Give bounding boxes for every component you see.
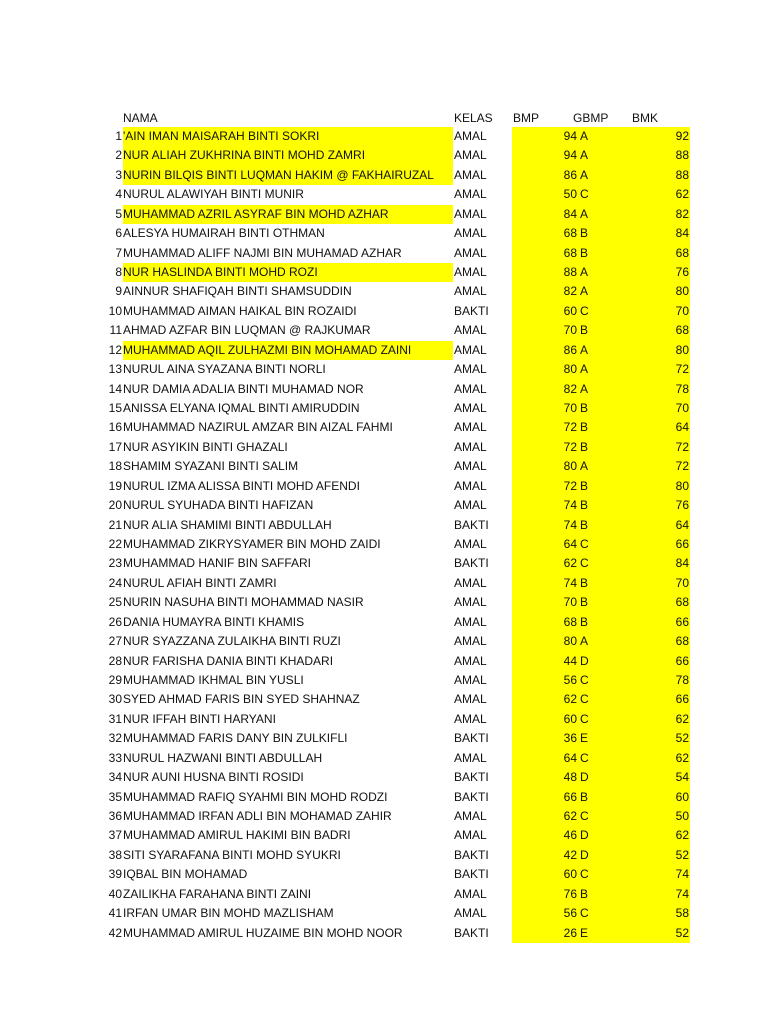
gbmp-grade-cell[interactable]: B bbox=[580, 245, 589, 260]
kelas-cell[interactable]: AMAL bbox=[454, 323, 487, 338]
kelas-cell[interactable]: BAKTI bbox=[454, 789, 489, 804]
table-row[interactable] bbox=[0, 496, 768, 515]
bmp-score-cell[interactable]: 66 bbox=[563, 789, 577, 804]
student-name-cell[interactable]: NURUL HAZWANI BINTI ABDULLAH bbox=[123, 750, 323, 765]
gbmp-grade-cell[interactable]: B bbox=[580, 575, 589, 590]
kelas-cell[interactable]: AMAL bbox=[454, 906, 487, 921]
kelas-cell[interactable]: AMAL bbox=[454, 750, 487, 765]
row-number[interactable]: 37 bbox=[108, 828, 122, 843]
kelas-cell[interactable]: BAKTI bbox=[454, 517, 489, 532]
bmp-score-cell[interactable]: 60 bbox=[563, 303, 577, 318]
gbmp-grade-cell[interactable]: A bbox=[580, 381, 589, 396]
bmk-score-cell[interactable]: 68 bbox=[675, 595, 689, 610]
row-number[interactable]: 2 bbox=[115, 148, 122, 163]
gbmp-grade-cell[interactable]: C bbox=[580, 809, 589, 824]
kelas-cell[interactable]: AMAL bbox=[454, 614, 487, 629]
header-kelas[interactable]: KELAS bbox=[454, 111, 493, 125]
table-row[interactable] bbox=[0, 652, 768, 671]
bmk-score-cell[interactable]: 72 bbox=[675, 459, 689, 474]
row-number[interactable]: 21 bbox=[108, 517, 122, 532]
table-row[interactable] bbox=[0, 146, 768, 165]
kelas-cell[interactable]: AMAL bbox=[454, 381, 487, 396]
table-row[interactable] bbox=[0, 457, 768, 476]
bmp-score-cell[interactable]: 50 bbox=[563, 187, 577, 202]
row-number[interactable]: 29 bbox=[108, 673, 122, 688]
row-number[interactable]: 5 bbox=[115, 206, 122, 221]
gbmp-grade-cell[interactable]: B bbox=[580, 420, 589, 435]
bmp-score-cell[interactable]: 76 bbox=[563, 886, 577, 901]
table-row[interactable] bbox=[0, 418, 768, 437]
kelas-cell[interactable]: AMAL bbox=[454, 478, 487, 493]
table-row[interactable] bbox=[0, 924, 768, 943]
gbmp-grade-cell[interactable]: B bbox=[580, 226, 589, 241]
row-number[interactable]: 13 bbox=[108, 362, 122, 377]
bmp-score-cell[interactable]: 64 bbox=[563, 537, 577, 552]
gbmp-grade-cell[interactable]: C bbox=[580, 537, 589, 552]
gbmp-grade-cell[interactable]: A bbox=[580, 362, 589, 377]
table-row[interactable] bbox=[0, 341, 768, 360]
table-row[interactable] bbox=[0, 807, 768, 826]
kelas-cell[interactable]: AMAL bbox=[454, 362, 487, 377]
row-number[interactable]: 6 bbox=[115, 226, 122, 241]
bmk-score-cell[interactable]: 66 bbox=[675, 692, 689, 707]
student-name-cell[interactable]: NUR ALIAH ZUKHRINA BINTI MOHD ZAMRI bbox=[123, 146, 453, 165]
gbmp-grade-cell[interactable]: A bbox=[580, 459, 589, 474]
kelas-cell[interactable]: AMAL bbox=[454, 595, 487, 610]
row-number[interactable]: 1 bbox=[115, 129, 122, 143]
bmk-score-cell[interactable]: 84 bbox=[675, 226, 689, 241]
student-name-cell[interactable]: NURUL SYUHADA BINTI HAFIZAN bbox=[123, 498, 314, 513]
gbmp-grade-cell[interactable]: A bbox=[580, 167, 589, 182]
gbmp-grade-cell[interactable]: B bbox=[580, 323, 589, 338]
row-number[interactable]: 12 bbox=[108, 342, 122, 357]
row-number[interactable]: 32 bbox=[108, 731, 122, 746]
bmk-score-cell[interactable]: 66 bbox=[675, 537, 689, 552]
bmp-score-cell[interactable]: 82 bbox=[563, 381, 577, 396]
kelas-cell[interactable]: AMAL bbox=[454, 692, 487, 707]
table-row[interactable] bbox=[0, 885, 768, 904]
student-name-cell[interactable]: SHAMIM SYAZANI BINTI SALIM bbox=[123, 459, 299, 474]
bmk-score-cell[interactable]: 78 bbox=[675, 673, 689, 688]
bmk-score-cell[interactable]: 88 bbox=[675, 148, 689, 163]
table-row[interactable] bbox=[0, 166, 768, 185]
student-name-cell[interactable]: MUHAMMAD AIMAN HAIKAL BIN ROZAIDI bbox=[123, 303, 357, 318]
bmp-score-cell[interactable]: 74 bbox=[563, 517, 577, 532]
table-row[interactable] bbox=[0, 263, 768, 282]
gbmp-grade-cell[interactable]: E bbox=[580, 731, 589, 746]
bmp-score-cell[interactable]: 36 bbox=[563, 731, 577, 746]
bmp-score-cell[interactable]: 72 bbox=[563, 439, 577, 454]
student-name-cell[interactable]: MUHAMMAD HANIF BIN SAFFARI bbox=[123, 556, 312, 571]
row-number[interactable]: 16 bbox=[108, 420, 122, 435]
bmp-score-cell[interactable]: 82 bbox=[563, 284, 577, 299]
gbmp-grade-cell[interactable]: A bbox=[580, 284, 589, 299]
gbmp-grade-cell[interactable]: C bbox=[580, 750, 589, 765]
kelas-cell[interactable]: BAKTI bbox=[454, 925, 489, 940]
gbmp-grade-cell[interactable]: E bbox=[580, 925, 589, 940]
gbmp-grade-cell[interactable]: D bbox=[580, 828, 589, 843]
bmp-score-cell[interactable]: 56 bbox=[563, 673, 577, 688]
student-name-cell[interactable]: MUHAMMAD AMIRUL HUZAIME BIN MOHD NOOR bbox=[123, 925, 403, 940]
kelas-cell[interactable]: AMAL bbox=[454, 420, 487, 435]
kelas-cell[interactable]: AMAL bbox=[454, 634, 487, 649]
row-number[interactable]: 30 bbox=[108, 692, 122, 707]
bmk-score-cell[interactable]: 76 bbox=[675, 498, 689, 513]
bmk-score-cell[interactable]: 74 bbox=[675, 886, 689, 901]
student-name-cell[interactable]: IRFAN UMAR BIN MOHD MAZLISHAM bbox=[123, 906, 334, 921]
bmk-score-cell[interactable]: 68 bbox=[675, 634, 689, 649]
bmk-score-cell[interactable]: 50 bbox=[675, 809, 689, 824]
row-number[interactable]: 24 bbox=[108, 575, 122, 590]
table-row[interactable] bbox=[0, 671, 768, 690]
row-number[interactable]: 15 bbox=[108, 401, 122, 416]
student-name-cell[interactable]: NURIN BILQIS BINTI LUQMAN HAKIM @ FAKHAIRUZAL bbox=[123, 166, 453, 185]
kelas-cell[interactable]: AMAL bbox=[454, 129, 487, 143]
bmp-score-cell[interactable]: 86 bbox=[563, 342, 577, 357]
student-name-cell[interactable]: NUR DAMIA ADALIA BINTI MUHAMAD NOR bbox=[123, 381, 364, 396]
table-row[interactable] bbox=[0, 632, 768, 651]
gbmp-grade-cell[interactable]: A bbox=[580, 148, 589, 163]
gbmp-grade-cell[interactable]: D bbox=[580, 770, 589, 785]
bmp-score-cell[interactable]: 74 bbox=[563, 498, 577, 513]
bmk-score-cell[interactable]: 60 bbox=[675, 789, 689, 804]
bmp-score-cell[interactable]: 80 bbox=[563, 459, 577, 474]
kelas-cell[interactable]: AMAL bbox=[454, 342, 487, 357]
gbmp-grade-cell[interactable]: C bbox=[580, 556, 589, 571]
bmp-score-cell[interactable]: 70 bbox=[563, 323, 577, 338]
bmp-score-cell[interactable]: 64 bbox=[563, 750, 577, 765]
gbmp-grade-cell[interactable]: A bbox=[580, 265, 589, 279]
student-name-cell[interactable]: NUR FARISHA DANIA BINTI KHADARI bbox=[123, 653, 334, 668]
kelas-cell[interactable]: AMAL bbox=[454, 809, 487, 824]
student-name-cell[interactable]: NUR AUNI HUSNA BINTI ROSIDI bbox=[123, 770, 304, 785]
student-name-cell[interactable]: ANISSA ELYANA IQMAL BINTI AMIRUDDIN bbox=[123, 401, 360, 416]
student-name-cell[interactable]: MUHAMMAD ZIKRYSYAMER BIN MOHD ZAIDI bbox=[123, 537, 381, 552]
gbmp-grade-cell[interactable]: B bbox=[580, 886, 589, 901]
student-name-cell[interactable]: MUHAMMAD FARIS DANY BIN ZULKIFLI bbox=[123, 731, 348, 746]
gbmp-grade-cell[interactable]: B bbox=[580, 439, 589, 454]
gbmp-grade-cell[interactable]: A bbox=[580, 129, 589, 143]
row-number[interactable]: 14 bbox=[108, 381, 122, 396]
bmk-score-cell[interactable]: 58 bbox=[675, 906, 689, 921]
bmk-score-cell[interactable]: 64 bbox=[675, 420, 689, 435]
bmp-score-cell[interactable]: 68 bbox=[563, 226, 577, 241]
student-name-cell[interactable]: MUHAMMAD RAFIQ SYAHMI BIN MOHD RODZI bbox=[123, 789, 388, 804]
row-number[interactable]: 17 bbox=[108, 439, 122, 454]
bmk-score-cell[interactable]: 72 bbox=[675, 362, 689, 377]
bmk-score-cell[interactable]: 78 bbox=[675, 381, 689, 396]
bmp-score-cell[interactable]: 94 bbox=[563, 148, 577, 163]
table-row[interactable] bbox=[0, 865, 768, 884]
bmk-score-cell[interactable]: 62 bbox=[675, 828, 689, 843]
bmp-score-cell[interactable]: 70 bbox=[563, 595, 577, 610]
row-number[interactable]: 26 bbox=[108, 614, 122, 629]
row-number[interactable]: 39 bbox=[108, 867, 122, 882]
gbmp-grade-cell[interactable]: A bbox=[580, 634, 589, 649]
bmp-score-cell[interactable]: 80 bbox=[563, 362, 577, 377]
gbmp-grade-cell[interactable]: B bbox=[580, 614, 589, 629]
bmk-score-cell[interactable]: 70 bbox=[675, 401, 689, 416]
bmp-score-cell[interactable]: 86 bbox=[563, 167, 577, 182]
header-nama[interactable]: NAMA bbox=[123, 111, 158, 125]
kelas-cell[interactable]: BAKTI bbox=[454, 303, 489, 318]
table-row[interactable] bbox=[0, 690, 768, 709]
student-name-cell[interactable]: NURUL ALAWIYAH BINTI MUNIR bbox=[123, 187, 304, 202]
bmp-score-cell[interactable]: 68 bbox=[563, 245, 577, 260]
kelas-cell[interactable]: BAKTI bbox=[454, 867, 489, 882]
row-number[interactable]: 3 bbox=[115, 167, 122, 182]
row-number[interactable]: 27 bbox=[108, 634, 122, 649]
bmp-score-cell[interactable]: 60 bbox=[563, 867, 577, 882]
row-number[interactable]: 36 bbox=[108, 809, 122, 824]
bmk-score-cell[interactable]: 62 bbox=[675, 750, 689, 765]
bmk-score-cell[interactable]: 68 bbox=[675, 323, 689, 338]
row-number[interactable]: 7 bbox=[115, 245, 122, 260]
table-row[interactable] bbox=[0, 477, 768, 496]
table-row[interactable] bbox=[0, 710, 768, 729]
table-row[interactable] bbox=[0, 282, 768, 301]
header-bmk[interactable]: BMK bbox=[632, 111, 659, 125]
gbmp-grade-cell[interactable]: C bbox=[580, 906, 589, 921]
row-number[interactable]: 34 bbox=[108, 770, 122, 785]
row-number[interactable]: 4 bbox=[115, 187, 122, 202]
row-number[interactable]: 20 bbox=[108, 498, 122, 513]
bmp-score-cell[interactable]: 26 bbox=[563, 925, 577, 940]
kelas-cell[interactable]: AMAL bbox=[454, 265, 487, 279]
student-name-cell[interactable]: MUHAMMAD IKHMAL BIN YUSLI bbox=[123, 673, 304, 688]
student-name-cell[interactable]: AHMAD AZFAR BIN LUQMAN @ RAJKUMAR bbox=[123, 323, 371, 338]
bmk-score-cell[interactable]: 62 bbox=[675, 711, 689, 726]
gbmp-grade-cell[interactable]: B bbox=[580, 498, 589, 513]
bmp-score-cell[interactable]: 60 bbox=[563, 711, 577, 726]
bmk-score-cell[interactable]: 52 bbox=[675, 847, 689, 862]
bmk-score-cell[interactable]: 72 bbox=[675, 439, 689, 454]
student-name-cell[interactable]: SITI SYARAFANA BINTI MOHD SYUKRI bbox=[123, 847, 341, 862]
kelas-cell[interactable]: AMAL bbox=[454, 245, 487, 260]
student-name-cell[interactable]: NURUL AFIAH BINTI ZAMRI bbox=[123, 575, 277, 590]
kelas-cell[interactable]: AMAL bbox=[454, 711, 487, 726]
bmp-score-cell[interactable]: 44 bbox=[563, 653, 577, 668]
header-bmp[interactable]: BMP bbox=[513, 111, 540, 125]
table-row[interactable] bbox=[0, 321, 768, 340]
kelas-cell[interactable]: AMAL bbox=[454, 187, 487, 202]
student-name-cell[interactable]: NURIN NASUHA BINTI MOHAMMAD NASIR bbox=[123, 595, 364, 610]
gbmp-grade-cell[interactable]: B bbox=[580, 478, 589, 493]
kelas-cell[interactable]: AMAL bbox=[454, 653, 487, 668]
student-name-cell[interactable]: NUR ASYIKIN BINTI GHAZALI bbox=[123, 439, 288, 454]
table-row[interactable] bbox=[0, 244, 768, 263]
table-row[interactable] bbox=[0, 846, 768, 865]
kelas-cell[interactable]: AMAL bbox=[454, 673, 487, 688]
table-row[interactable] bbox=[0, 127, 768, 146]
table-row[interactable] bbox=[0, 302, 768, 321]
bmk-score-cell[interactable]: 66 bbox=[675, 653, 689, 668]
kelas-cell[interactable]: BAKTI bbox=[454, 770, 489, 785]
bmk-score-cell[interactable]: 70 bbox=[675, 303, 689, 318]
student-name-cell[interactable]: MUHAMMAD NAZIRUL AMZAR BIN AIZAL FAHMI bbox=[123, 420, 393, 435]
bmp-score-cell[interactable]: 70 bbox=[563, 401, 577, 416]
table-row[interactable] bbox=[0, 185, 768, 204]
kelas-cell[interactable]: AMAL bbox=[454, 167, 487, 182]
bmk-score-cell[interactable]: 76 bbox=[675, 265, 689, 279]
student-name-cell[interactable]: MUHAMMAD AMIRUL HAKIMI BIN BADRI bbox=[123, 828, 351, 843]
kelas-cell[interactable]: AMAL bbox=[454, 148, 487, 163]
student-name-cell[interactable]: MUHAMMAD AZRIL ASYRAF BIN MOHD AZHAR bbox=[123, 205, 453, 224]
student-name-cell[interactable]: NUR ALIA SHAMIMI BINTI ABDULLAH bbox=[123, 517, 332, 532]
bmp-score-cell[interactable]: 62 bbox=[563, 692, 577, 707]
row-number[interactable]: 35 bbox=[108, 789, 122, 804]
bmk-score-cell[interactable]: 62 bbox=[675, 187, 689, 202]
kelas-cell[interactable]: AMAL bbox=[454, 401, 487, 416]
gbmp-grade-cell[interactable]: C bbox=[580, 673, 589, 688]
bmk-score-cell[interactable]: 92 bbox=[675, 129, 689, 143]
bmp-score-cell[interactable]: 80 bbox=[563, 634, 577, 649]
table-row[interactable] bbox=[0, 729, 768, 748]
bmk-score-cell[interactable]: 88 bbox=[675, 167, 689, 182]
student-name-cell[interactable]: NURUL AINA SYAZANA BINTI NORLI bbox=[123, 362, 326, 377]
table-row[interactable] bbox=[0, 554, 768, 573]
bmp-score-cell[interactable]: 88 bbox=[563, 265, 577, 279]
row-number[interactable]: 18 bbox=[108, 459, 122, 474]
student-name-cell[interactable]: MUHAMMAD IRFAN ADLI BIN MOHAMAD ZAHIR bbox=[123, 809, 392, 824]
student-name-cell[interactable]: DANIA HUMAYRA BINTI KHAMIS bbox=[123, 614, 305, 629]
bmk-score-cell[interactable]: 64 bbox=[675, 517, 689, 532]
row-number[interactable]: 9 bbox=[115, 284, 122, 299]
bmp-score-cell[interactable]: 72 bbox=[563, 420, 577, 435]
table-row[interactable] bbox=[0, 360, 768, 379]
table-row[interactable] bbox=[0, 593, 768, 612]
student-name-cell[interactable]: ZAILIKHA FARAHANA BINTI ZAINI bbox=[123, 886, 312, 901]
bmk-score-cell[interactable]: 54 bbox=[675, 770, 689, 785]
table-row[interactable] bbox=[0, 749, 768, 768]
kelas-cell[interactable]: AMAL bbox=[454, 828, 487, 843]
row-number[interactable]: 22 bbox=[108, 537, 122, 552]
gbmp-grade-cell[interactable]: C bbox=[580, 303, 589, 318]
table-row[interactable] bbox=[0, 768, 768, 787]
gbmp-grade-cell[interactable]: A bbox=[580, 206, 589, 221]
row-number[interactable]: 8 bbox=[115, 265, 122, 279]
kelas-cell[interactable]: AMAL bbox=[454, 537, 487, 552]
row-number[interactable]: 10 bbox=[108, 303, 122, 318]
table-row[interactable] bbox=[0, 516, 768, 535]
row-number[interactable]: 38 bbox=[108, 847, 122, 862]
table-row[interactable] bbox=[0, 224, 768, 243]
student-name-cell[interactable]: NUR SYAZZANA ZULAIKHA BINTI RUZI bbox=[123, 634, 341, 649]
student-name-cell[interactable]: NURUL IZMA ALISSA BINTI MOHD AFENDI bbox=[123, 478, 360, 493]
row-number[interactable]: 11 bbox=[109, 323, 122, 338]
bmp-score-cell[interactable]: 72 bbox=[563, 478, 577, 493]
bmp-score-cell[interactable]: 84 bbox=[563, 206, 577, 221]
gbmp-grade-cell[interactable]: C bbox=[580, 692, 589, 707]
bmk-score-cell[interactable]: 84 bbox=[675, 556, 689, 571]
table-row[interactable] bbox=[0, 438, 768, 457]
kelas-cell[interactable]: AMAL bbox=[454, 575, 487, 590]
bmp-score-cell[interactable]: 48 bbox=[563, 770, 577, 785]
table-row[interactable] bbox=[0, 574, 768, 593]
table-row[interactable] bbox=[0, 399, 768, 418]
student-name-cell[interactable]: ALESYA HUMAIRAH BINTI OTHMAN bbox=[123, 226, 325, 241]
bmp-score-cell[interactable]: 74 bbox=[563, 575, 577, 590]
table-row[interactable] bbox=[0, 205, 768, 224]
kelas-cell[interactable]: BAKTI bbox=[454, 847, 489, 862]
gbmp-grade-cell[interactable]: B bbox=[580, 789, 589, 804]
row-number[interactable]: 19 bbox=[108, 478, 122, 493]
bmk-score-cell[interactable]: 66 bbox=[675, 614, 689, 629]
table-row[interactable] bbox=[0, 380, 768, 399]
row-number[interactable]: 42 bbox=[108, 925, 122, 940]
student-name-cell[interactable]: NUR IFFAH BINTI HARYANI bbox=[123, 711, 276, 726]
bmk-score-cell[interactable]: 80 bbox=[675, 478, 689, 493]
kelas-cell[interactable]: AMAL bbox=[454, 886, 487, 901]
row-number[interactable]: 41 bbox=[108, 906, 122, 921]
bmk-score-cell[interactable]: 82 bbox=[675, 206, 689, 221]
student-name-cell[interactable]: MUHAMMAD AQIL ZULHAZMI BIN MOHAMAD ZAINI bbox=[123, 341, 453, 360]
gbmp-grade-cell[interactable]: D bbox=[580, 653, 589, 668]
kelas-cell[interactable]: AMAL bbox=[454, 459, 487, 474]
row-number[interactable]: 31 bbox=[108, 711, 122, 726]
table-row[interactable] bbox=[0, 826, 768, 845]
bmk-score-cell[interactable]: 52 bbox=[675, 925, 689, 940]
kelas-cell[interactable]: BAKTI bbox=[454, 731, 489, 746]
kelas-cell[interactable]: AMAL bbox=[454, 284, 487, 299]
bmk-score-cell[interactable]: 68 bbox=[675, 245, 689, 260]
gbmp-grade-cell[interactable]: B bbox=[580, 595, 589, 610]
bmk-score-cell[interactable]: 80 bbox=[675, 342, 689, 357]
row-number[interactable]: 23 bbox=[108, 556, 122, 571]
bmp-score-cell[interactable]: 68 bbox=[563, 614, 577, 629]
row-number[interactable]: 25 bbox=[108, 595, 122, 610]
row-number[interactable]: 33 bbox=[108, 750, 122, 765]
bmk-score-cell[interactable]: 74 bbox=[675, 867, 689, 882]
kelas-cell[interactable]: AMAL bbox=[454, 206, 487, 221]
gbmp-grade-cell[interactable]: C bbox=[580, 187, 589, 202]
bmp-score-cell[interactable]: 62 bbox=[563, 809, 577, 824]
gbmp-grade-cell[interactable]: C bbox=[580, 867, 589, 882]
bmk-score-cell[interactable]: 52 bbox=[675, 731, 689, 746]
kelas-cell[interactable]: AMAL bbox=[454, 498, 487, 513]
row-number[interactable]: 40 bbox=[108, 886, 122, 901]
student-name-cell[interactable]: 'AIN IMAN MAISARAH BINTI SOKRI bbox=[123, 127, 453, 146]
table-row[interactable] bbox=[0, 613, 768, 632]
bmp-score-cell[interactable]: 46 bbox=[563, 828, 577, 843]
bmk-score-cell[interactable]: 80 bbox=[675, 284, 689, 299]
gbmp-grade-cell[interactable]: D bbox=[580, 847, 589, 862]
table-row[interactable] bbox=[0, 904, 768, 923]
kelas-cell[interactable]: AMAL bbox=[454, 439, 487, 454]
student-name-cell[interactable]: SYED AHMAD FARIS BIN SYED SHAHNAZ bbox=[123, 692, 360, 707]
gbmp-grade-cell[interactable]: C bbox=[580, 711, 589, 726]
bmp-score-cell[interactable]: 42 bbox=[563, 847, 577, 862]
row-number[interactable]: 28 bbox=[108, 653, 122, 668]
table-row[interactable] bbox=[0, 788, 768, 807]
gbmp-grade-cell[interactable]: A bbox=[580, 342, 589, 357]
student-name-cell[interactable]: IQBAL BIN MOHAMAD bbox=[123, 867, 248, 882]
student-name-cell[interactable]: NUR HASLINDA BINTI MOHD ROZI bbox=[123, 263, 453, 282]
table-row[interactable] bbox=[0, 535, 768, 554]
kelas-cell[interactable]: BAKTI bbox=[454, 556, 489, 571]
kelas-cell[interactable]: AMAL bbox=[454, 226, 487, 241]
gbmp-grade-cell[interactable]: B bbox=[580, 401, 589, 416]
bmp-score-cell[interactable]: 94 bbox=[563, 129, 577, 143]
bmp-score-cell[interactable]: 56 bbox=[563, 906, 577, 921]
header-gbmp[interactable]: GBMP bbox=[573, 111, 609, 125]
student-name-cell[interactable]: MUHAMMAD ALIFF NAJMI BIN MUHAMAD AZHAR bbox=[123, 245, 402, 260]
bmk-score-cell[interactable]: 70 bbox=[675, 575, 689, 590]
gbmp-grade-cell[interactable]: B bbox=[580, 517, 589, 532]
bmp-score-cell[interactable]: 62 bbox=[563, 556, 577, 571]
student-name-cell[interactable]: AINNUR SHAFIQAH BINTI SHAMSUDDIN bbox=[123, 284, 352, 299]
